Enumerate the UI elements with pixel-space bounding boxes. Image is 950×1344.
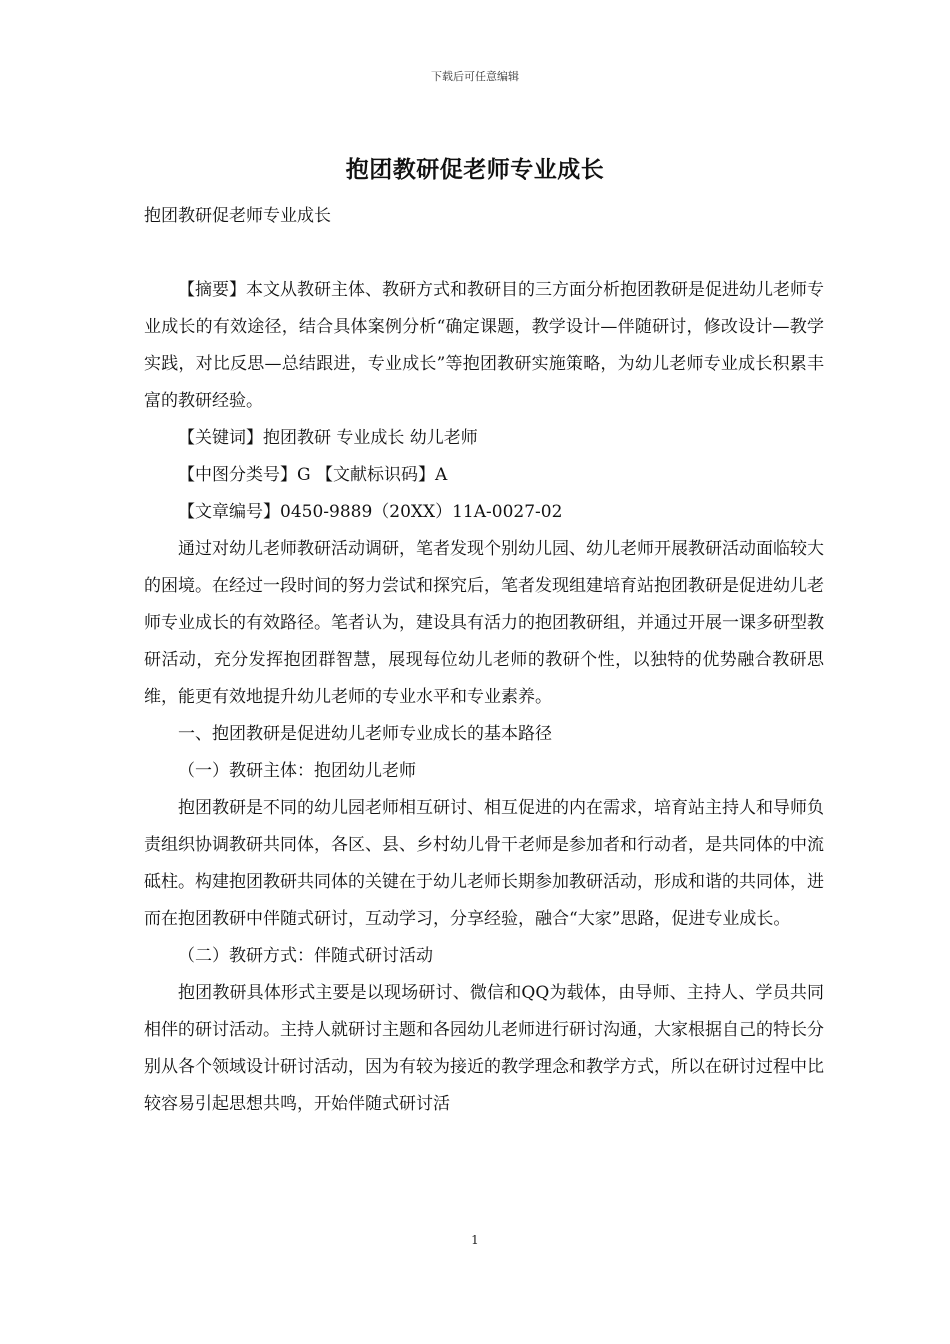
document-subtitle: 抱团教研促老师专业成长 xyxy=(144,206,331,226)
intro-paragraph: 通过对幼儿老师教研活动调研，笔者发现个别幼儿园、幼儿老师开展教研活动面临较大的困境。在经过一段时间的努力尝试和探究后，笔者发现组建培育站抱团教研是促进幼儿老师专业成长的有效路径。笔者认为，建设具有活力的抱团教研组，并通过开展一课多研型教研活动，充分发挥抱团群智慧，展现每位幼儿老师的教研个性，以独特的优势融合教研思维，能更有效地提升幼儿老师的专业水平和专业素养。 xyxy=(144,539,824,707)
body-paragraph: 抱团教研具体形式主要是以现场研讨、微信和QQ为载体，由导师、主持人、学员共同相伴的研讨活动。主持人就研讨主题和各园幼儿老师进行研讨沟通，大家根据自己的特长分别从各个领域设计研讨活动，因为有较为接近的教学理念和教学方式，所以在研讨过程中比较容易引起思想共鸣，开始伴随式研讨活 xyxy=(144,983,824,1114)
subsection-heading-2: （二）教研方式：伴随式研讨活动 xyxy=(178,946,433,966)
keywords-line: 【关键词】抱团教研 专业成长 幼儿老师 xyxy=(178,428,478,448)
body-paragraph: 抱团教研是不同的幼儿园老师相互研讨、相互促进的内在需求，培育站主持人和导师负责组织协调教研共同体，各区、县、乡村幼儿骨干老师是参加者和行动者，是共同体的中流砥柱。构建抱团教研共同体的关键在于幼儿老师长期参加教研活动，形成和谐的共同体，进而在抱团教研中伴随式研讨，互动学习，分享经验，融合“大家”思路，促进专业成长。 xyxy=(144,798,824,929)
section-heading-1: 一、抱团教研是促进幼儿老师专业成长的基本路径 xyxy=(178,724,552,744)
classification-line: 【中图分类号】G 【文献标识码】A xyxy=(178,465,448,485)
page-number: 1 xyxy=(471,1233,479,1247)
article-number-line: 【文章编号】0450-9889（20XX）11A-0027-02 xyxy=(178,502,563,522)
subsection-heading-1: （一）教研主体：抱团幼儿老师 xyxy=(178,761,416,781)
page-header-note: 下载后可任意编辑 xyxy=(431,70,519,83)
document-body xyxy=(144,198,824,1123)
document-title: 抱团教研促老师专业成长 xyxy=(345,156,605,183)
abstract-paragraph: 【摘要】本文从教研主体、教研方式和教研目的三方面分析抱团教研是促进幼儿老师专业成长的有效途径，结合具体案例分析“确定课题，教学设计—伴随研讨，修改设计—教学实践，对比反思—总结跟进，专业成长”等抱团教研实施策略，为幼儿老师专业成长积累丰富的教研经验。 xyxy=(144,280,824,411)
